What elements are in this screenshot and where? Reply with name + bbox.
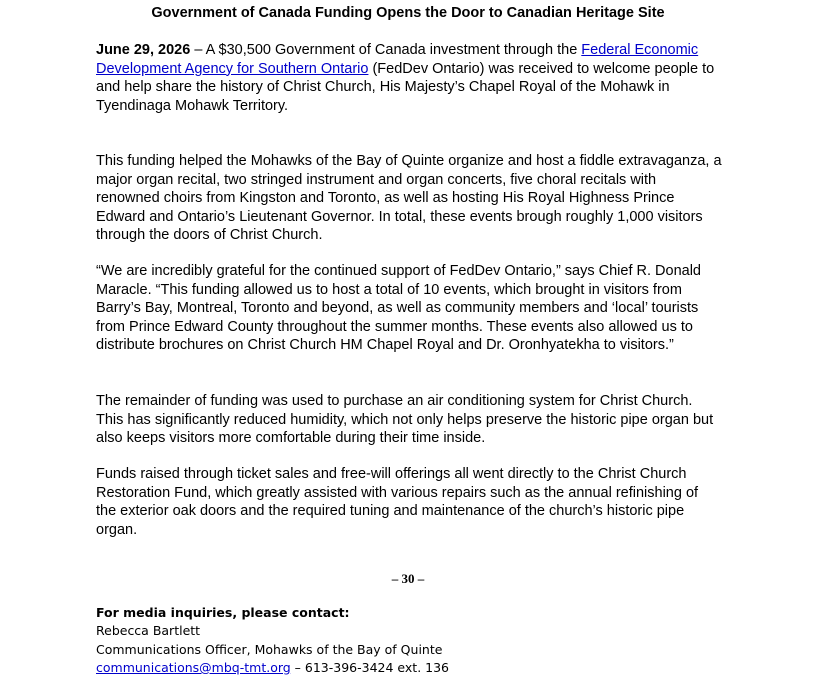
funding-events-paragraph: This funding helped the Mohawks of the Bay of Quinte organize and host a fiddle extravaganza, a major organ recital, two stringed instrument and organ concerts, five choral recitals with renowned choirs from Kingston and Toronto, as well as hosting His Royal Highness Prince Edward and Ontario’s Lieutenant Governor. In total, these events brough roughly 1,000 visitors through the doors of Christ Church. <box>96 153 722 243</box>
media-contact-heading: For media inquiries, please contact: <box>96 605 350 620</box>
contact-email-link[interactable]: communications@mbq-tmt.org <box>96 659 291 675</box>
lead-text-before-link: – A $30,500 Government of Canada investment through the <box>190 42 582 58</box>
lead-paragraph <box>96 41 722 115</box>
contact-phone: – 613-396-3424 ext. 136 <box>290 659 449 675</box>
end-mark: – 30 – <box>391 571 425 586</box>
contact-email-phone-line <box>96 659 736 677</box>
contact-role: Communications Officer, Mohawks of the Bay of Quinte <box>96 641 443 657</box>
lead-text-after-link: (FedDev Ontario) was received to welcome people to and help share the history of Christ Church, His Majesty’s Chapel Royal of the Mohawk in Tyendinaga Mohawk Territory. <box>96 60 715 114</box>
media-contact-block <box>96 604 736 677</box>
dateline: June 29, 2026 <box>96 42 191 58</box>
feddev-agency-link[interactable]: Federal Economic Development Agency for Southern Ontario <box>96 42 699 77</box>
restoration-fund-paragraph: Funds raised through ticket sales and free-will offerings all went directly to the Christ Church Restoration Fund, which greatly assisted with various repairs such as the annual refinishing of the exterior oak doors and the required tuning and maintenance of the church’s historic pipe organ. <box>96 466 699 538</box>
air-conditioning-paragraph: The remainder of funding was used to purchase an air conditioning system for Christ Church. This has significantly reduced humidity, which not only helps preserve the historic pipe organ but also keeps visitors more comfortable during their time inside. <box>96 393 714 446</box>
chief-quote-paragraph: “We are incredibly grateful for the continued support of FedDev Ontario,” says Chief R. Donald Maracle. “This funding allowed us to host a total of 10 events, which brought in visitors from Barry’s Bay, Montreal, Toronto and beyond, as well as community members and ‘local’ tourists from Prince Edward County throughout the summer months. These events also allowed us to distribute brochures on Christ Church HM Chapel Royal and Dr. Oronhyatekha to visitors.” <box>96 263 701 353</box>
contact-name: Rebecca Bartlett <box>96 623 201 639</box>
document-title: Government of Canada Funding Opens the Door to Canadian Heritage Site <box>151 5 665 21</box>
